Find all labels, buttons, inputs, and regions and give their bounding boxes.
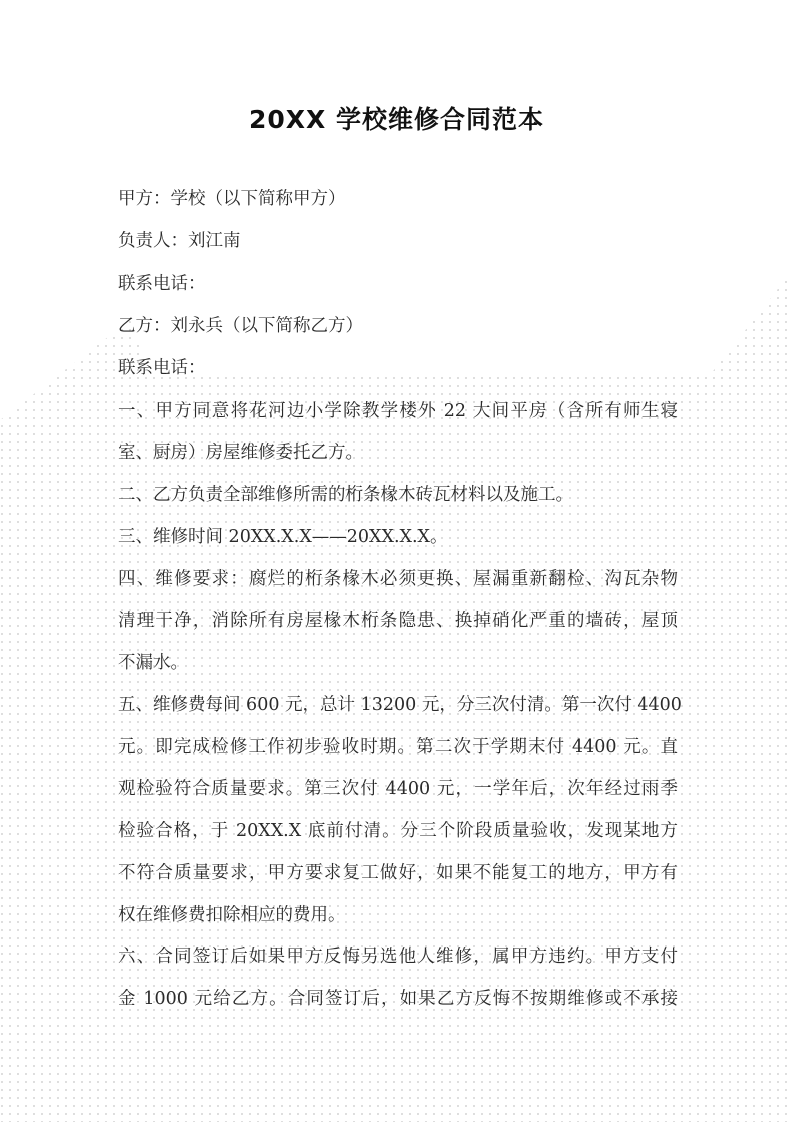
clause-5-line: 元。即完成检修工作初步验收时期。第二次于学期末付 4400 元。直: [118, 737, 678, 757]
party-b-phone-line: 联系电话：: [118, 358, 206, 378]
party-a-responsible-line: 负责人：刘江南: [118, 231, 241, 251]
clause-1-line: 室、厨房）房屋维修委托乙方。: [118, 443, 363, 463]
clause-4-line: 四、维修要求：腐烂的桁条椽木必须更换、屋漏重新翻检、沟瓦杂物: [118, 569, 678, 589]
clause-5-line: 检验合格，于 20XX.X 底前付清。分三个阶段质量验收，发现某地方: [118, 821, 678, 841]
clause-5-line: 不符合质量要求，甲方要求复工做好，如果不能复工的地方，甲方有: [118, 863, 678, 883]
clause-2-line: 二、乙方负责全部维修所需的桁条椽木砖瓦材料以及施工。: [118, 485, 573, 505]
clause-4-line: 清理干净，消除所有房屋椽木桁条隐患、换掉硝化严重的墙砖，屋顶: [118, 611, 678, 631]
document-title: 20XX 学校维修合同范本: [248, 105, 545, 134]
party-a-line: 甲方：学校（以下简称甲方）: [118, 189, 346, 209]
clause-5-line: 观检验符合质量要求。第三次付 4400 元，一学年后，次年经过雨季: [118, 779, 678, 799]
clause-5-line: 五、维修费每间 600 元，总计 13200 元，分三次付清。第一次付 4400: [118, 695, 682, 715]
party-a-phone-line: 联系电话：: [118, 274, 206, 294]
clause-3-line: 三、维修时间 20XX.X.X——20XX.X.X。: [118, 527, 448, 547]
clause-6-line: 六、合同签订后如果甲方反悔另选他人维修，属甲方违约。甲方支付: [118, 947, 678, 967]
clause-5-line: 权在维修费扣除相应的费用。: [118, 905, 346, 925]
clause-1-line: 一、甲方同意将花河边小学除教学楼外 22 大间平房（含所有师生寝: [118, 401, 678, 421]
clause-4-line: 不漏水。: [118, 653, 188, 673]
party-b-line: 乙方：刘永兵（以下简称乙方）: [118, 316, 363, 336]
clause-6-line: 金 1000 元给乙方。合同签订后，如果乙方反悔不按期维修或不承接: [118, 989, 678, 1009]
